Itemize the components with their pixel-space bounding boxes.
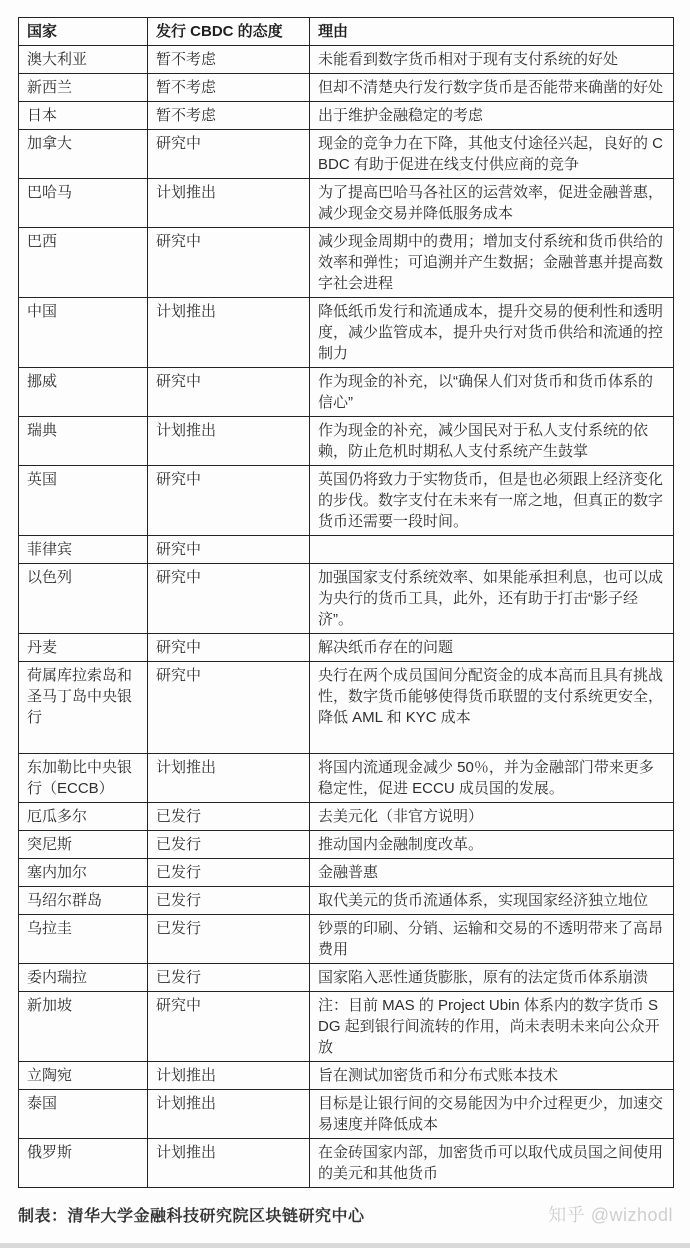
reason-cell: 减少现金周期中的费用；增加支付系统和货币供给的效率和弹性；可追溯并产生数据；金融普惠并提高数字社会进程 bbox=[310, 228, 674, 298]
reason-cell: 央行在两个成员国间分配资金的成本高而且具有挑战性，数字货币能够使得货币联盟的支付系统更安全，降低 AML 和 KYC 成本 bbox=[310, 662, 674, 754]
table-row bbox=[19, 634, 674, 662]
table-credit: 制表：清华大学金融科技研究院区块链研究中心 bbox=[18, 1207, 365, 1225]
reason-cell: 现金的竞争力在下降，其他支付途径兴起，良好的 CBDC 有助于促进在线支付供应商的竞争 bbox=[310, 130, 674, 179]
country-cell: 中国 bbox=[19, 298, 148, 368]
reason-cell: 取代美元的货币流通体系，实现国家经济独立地位 bbox=[310, 887, 674, 915]
country-cell: 新西兰 bbox=[19, 74, 148, 102]
country-cell: 荷属库拉索岛和圣马丁岛中央银行 bbox=[19, 662, 148, 754]
attitude-cell: 已发行 bbox=[148, 859, 310, 887]
country-cell: 丹麦 bbox=[19, 634, 148, 662]
table-row bbox=[19, 662, 674, 754]
attitude-cell: 已发行 bbox=[148, 831, 310, 859]
attitude-cell: 研究中 bbox=[148, 130, 310, 179]
cbdc-attitude-table bbox=[18, 17, 674, 1188]
country-cell: 加拿大 bbox=[19, 130, 148, 179]
country-cell: 泰国 bbox=[19, 1090, 148, 1139]
attitude-cell: 研究中 bbox=[148, 662, 310, 754]
attitude-cell: 研究中 bbox=[148, 634, 310, 662]
attitude-cell: 已发行 bbox=[148, 964, 310, 992]
reason-cell: 去美元化（非官方说明） bbox=[310, 803, 674, 831]
attitude-cell: 暂不考虑 bbox=[148, 46, 310, 74]
reason-cell: 作为现金的补充，以“确保人们对货币和货币体系的信心” bbox=[310, 368, 674, 417]
table-row bbox=[19, 228, 674, 298]
reason-cell: 推动国内金融制度改革。 bbox=[310, 831, 674, 859]
attitude-cell: 计划推出 bbox=[148, 417, 310, 466]
footer bbox=[18, 1201, 673, 1227]
table-row bbox=[19, 130, 674, 179]
reason-cell: 降低纸币发行和流通成本，提升交易的便利性和透明度，减少监管成本，提升央行对货币供给和流通的控制力 bbox=[310, 298, 674, 368]
country-cell: 瑞典 bbox=[19, 417, 148, 466]
reason-cell: 将国内流通现金减少 50％，并为金融部门带来更多稳定性，促进 ECCU 成员国的发展。 bbox=[310, 754, 674, 803]
zhihu-watermark: 知乎 @wizhodl bbox=[548, 1205, 673, 1225]
reason-cell: 但却不清楚央行发行数字货币是否能带来确凿的好处 bbox=[310, 74, 674, 102]
country-cell: 巴哈马 bbox=[19, 179, 148, 228]
table-row bbox=[19, 564, 674, 634]
country-cell: 新加坡 bbox=[19, 992, 148, 1062]
reason-cell: 旨在测试加密货币和分布式账本技术 bbox=[310, 1062, 674, 1090]
attitude-cell: 已发行 bbox=[148, 887, 310, 915]
reason-cell: 未能看到数字货币相对于现有支付系统的好处 bbox=[310, 46, 674, 74]
country-cell: 马绍尔群岛 bbox=[19, 887, 148, 915]
country-cell: 乌拉圭 bbox=[19, 915, 148, 964]
country-cell: 委内瑞拉 bbox=[19, 964, 148, 992]
reason-cell: 解决纸币存在的问题 bbox=[310, 634, 674, 662]
reason-cell: 国家陷入恶性通货膨胀，原有的法定货币体系崩溃 bbox=[310, 964, 674, 992]
attitude-cell: 计划推出 bbox=[148, 1139, 310, 1188]
attitude-cell: 计划推出 bbox=[148, 179, 310, 228]
reason-cell: 作为现金的补充，减少国民对于私人支付系统的依赖，防止危机时期私人支付系统产生鼓掌 bbox=[310, 417, 674, 466]
table-row bbox=[19, 298, 674, 368]
table-row bbox=[19, 179, 674, 228]
country-cell: 突尼斯 bbox=[19, 831, 148, 859]
reason-cell bbox=[310, 536, 674, 564]
table-row bbox=[19, 887, 674, 915]
attitude-cell: 计划推出 bbox=[148, 1090, 310, 1139]
reason-cell: 金融普惠 bbox=[310, 859, 674, 887]
attitude-cell: 研究中 bbox=[148, 466, 310, 536]
table-row bbox=[19, 466, 674, 536]
reason-cell: 英国仍将致力于实物货币，但是也必须跟上经济变化的步伐。数字支付在未来有一席之地，但真正的数字货币还需要一段时间。 bbox=[310, 466, 674, 536]
attitude-cell: 研究中 bbox=[148, 228, 310, 298]
col-header-reason: 理由 bbox=[310, 18, 674, 46]
country-cell: 澳大利亚 bbox=[19, 46, 148, 74]
table-row bbox=[19, 1062, 674, 1090]
table-row bbox=[19, 992, 674, 1062]
col-header-attitude: 发行 CBDC 的态度 bbox=[148, 18, 310, 46]
country-cell: 巴西 bbox=[19, 228, 148, 298]
country-cell: 厄瓜多尔 bbox=[19, 803, 148, 831]
country-cell: 东加勒比中央银行（ECCB） bbox=[19, 754, 148, 803]
reason-cell: 在金砖国家内部，加密货币可以取代成员国之间使用的美元和其他货币 bbox=[310, 1139, 674, 1188]
attitude-cell: 已发行 bbox=[148, 915, 310, 964]
attitude-cell: 暂不考虑 bbox=[148, 102, 310, 130]
table-row bbox=[19, 74, 674, 102]
country-cell: 立陶宛 bbox=[19, 1062, 148, 1090]
table-row bbox=[19, 831, 674, 859]
reason-cell: 目标是让银行间的交易能因为中介过程更少，加速交易速度并降低成本 bbox=[310, 1090, 674, 1139]
table-row bbox=[19, 1090, 674, 1139]
country-cell: 英国 bbox=[19, 466, 148, 536]
attitude-cell: 研究中 bbox=[148, 992, 310, 1062]
attitude-cell: 研究中 bbox=[148, 564, 310, 634]
attitude-cell: 计划推出 bbox=[148, 298, 310, 368]
reason-cell: 钞票的印刷、分销、运输和交易的不透明带来了高昂费用 bbox=[310, 915, 674, 964]
attitude-cell: 计划推出 bbox=[148, 754, 310, 803]
col-header-country: 国家 bbox=[19, 18, 148, 46]
reason-cell: 为了提高巴哈马各社区的运营效率，促进金融普惠，减少现金交易并降低服务成本 bbox=[310, 179, 674, 228]
table-row bbox=[19, 859, 674, 887]
table-row bbox=[19, 102, 674, 130]
attitude-cell: 研究中 bbox=[148, 536, 310, 564]
reason-cell: 加强国家支付系统效率、如果能承担利息，也可以成为央行的货币工具，此外，还有助于打击“影子经济”。 bbox=[310, 564, 674, 634]
table-row bbox=[19, 536, 674, 564]
country-cell: 塞内加尔 bbox=[19, 859, 148, 887]
attitude-cell: 研究中 bbox=[148, 368, 310, 417]
attitude-cell: 计划推出 bbox=[148, 1062, 310, 1090]
country-cell: 日本 bbox=[19, 102, 148, 130]
table-row bbox=[19, 964, 674, 992]
attitude-cell: 已发行 bbox=[148, 803, 310, 831]
country-cell: 挪威 bbox=[19, 368, 148, 417]
table-row bbox=[19, 754, 674, 803]
table-row bbox=[19, 915, 674, 964]
country-cell: 俄罗斯 bbox=[19, 1139, 148, 1188]
table-row bbox=[19, 46, 674, 74]
reason-cell: 注：目前 MAS 的 Project Ubin 体系内的数字货币 SDG 起到银行间流转的作用，尚未表明未来向公众开放 bbox=[310, 992, 674, 1062]
table-row bbox=[19, 803, 674, 831]
attitude-cell: 暂不考虑 bbox=[148, 74, 310, 102]
table-row bbox=[19, 368, 674, 417]
header-row bbox=[19, 18, 674, 46]
country-cell: 菲律宾 bbox=[19, 536, 148, 564]
table-row bbox=[19, 417, 674, 466]
table-row bbox=[19, 1139, 674, 1188]
reason-cell: 出于维护金融稳定的考虑 bbox=[310, 102, 674, 130]
country-cell: 以色列 bbox=[19, 564, 148, 634]
bottom-edge-strip bbox=[0, 1243, 690, 1248]
table-body bbox=[19, 46, 674, 1188]
